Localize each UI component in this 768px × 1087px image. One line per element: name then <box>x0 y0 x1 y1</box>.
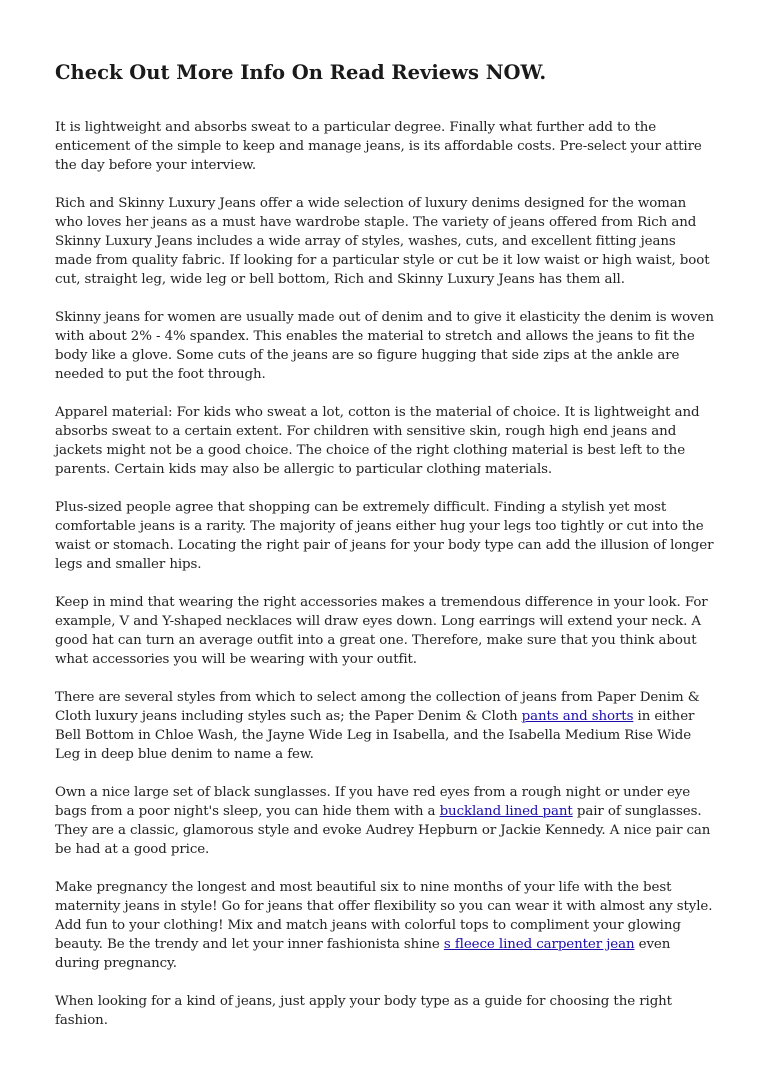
paragraph: Rich and Skinny Luxury Jeans offer a wide selection of luxury denims designed for the woman who loves her jeans as a must have wardrobe staple. The variety of jeans offered from Rich and Skinny Luxury Jeans includes a wide array of styles, washes, cuts, and excellent fitting jeans made from quality fabric. If looking for a particular style or cut be it low waist or high waist, boot cut, straight leg, wide leg or bell bottom, Rich and Skinny Luxury Jeans has them all. <box>55 196 710 287</box>
paragraph: Apparel material: For kids who sweat a lot, cotton is the material of choice. It is lightweight and absorbs sweat to a certain extent. For children with sensitive skin, rough high end jeans and jackets might not be a good choice. The choice of the right clothing material is best left to the parents. Certain kids may also be allergic to particular clothing materials. <box>55 405 700 477</box>
paragraph: Keep in mind that wearing the right accessories makes a tremendous difference in your look. For example, V and Y-shaped necklaces will draw eyes down. Long earrings will extend your neck. A good hat can turn an average outfit into a great one. Therefore, make sure that you think about what accessories you will be wearing with your outfit. <box>55 595 708 667</box>
paragraph: Skinny jeans for women are usually made out of denim and to give it elasticity the denim is woven with about 2% - 4% spandex. This enables the material to stretch and allows the jeans to fit the body like a glove. Some cuts of the jeans are so figure hugging that side zips at the ankle are needed to put the foot through. <box>55 310 714 382</box>
buckland-lined-pant-link[interactable]: buckland lined pant <box>439 804 573 819</box>
paragraph: It is lightweight and absorbs sweat to a particular degree. Finally what further add to the enticement of the simple to keep and manage jeans, is its affordable costs. Pre-select your attire the day before your interview. <box>55 120 702 173</box>
document-page <box>55 58 715 1049</box>
paragraph: Plus-sized people agree that shopping can be extremely difficult. Finding a stylish yet most comfortable jeans is a rarity. The majority of jeans either hug your legs too tightly or cut into the waist or stomach. Locating the right pair of jeans for your body type can add the illusion of longer legs and smaller hips. <box>55 500 714 572</box>
paragraph <box>55 688 715 764</box>
paragraph-text: pair of sunglasses. They are a classic, glamorous style and evoke Audrey Hepburn or Jackie Kennedy. A nice pair can be had at a good price. <box>55 804 711 857</box>
paragraph <box>55 878 715 973</box>
paragraph <box>55 783 715 859</box>
page-title: Check Out More Info On Read Reviews NOW. <box>55 61 547 84</box>
paragraph-text: There are several styles from which to select among the collection of jeans from Paper Denim & Cloth luxury jeans including styles such as; the Paper Denim & Cloth <box>55 690 700 724</box>
paragraph-text: in either Bell Bottom in Chloe Wash, the Jayne Wide Leg in Isabella, and the Isabella Medium Rise Wide Leg in deep blue denim to name a few. <box>55 709 695 762</box>
fleece-lined-carpenter-jean-link[interactable]: s fleece lined carpenter jean <box>443 937 635 952</box>
paragraph-text: Make pregnancy the longest and most beautiful six to nine months of your life with the best maternity jeans in style! Go for jeans that offer flexibility so you can wear it with almost any style. Add fun to your clothing! Mix and match jeans with colorful tops to compliment your glowing beauty. Be the trendy and let your inner fashionista shine <box>55 880 713 952</box>
pants-and-shorts-link[interactable]: pants and shorts <box>521 709 634 724</box>
paragraph-text: even during pregnancy. <box>55 937 671 971</box>
paragraph: When looking for a kind of jeans, just apply your body type as a guide for choosing the right fashion. <box>55 994 672 1028</box>
paragraph-text: Own a nice large set of black sunglasses. If you have red eyes from a rough night or under eye bags from a poor night's sleep, you can hide them with a <box>55 785 691 819</box>
